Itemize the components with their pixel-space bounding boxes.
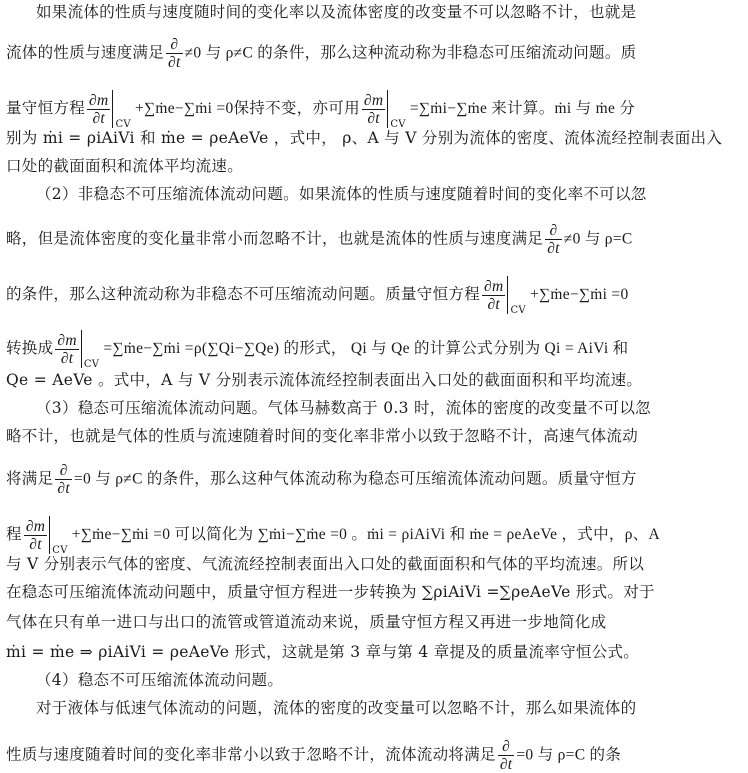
- text-line: [36, 184, 647, 204]
- evaluation-bar: [49, 516, 50, 554]
- line-text: 别为 ṁi = ρiAiVi 和 ṁe = ρeAeVe ，式中， ρ、A 与 V 分别为流体的密度、流体流经控制表面出入: [6, 129, 723, 147]
- line-text: Qe = AeVe 。式中，A 与 V 分别表示流体流经控制表面出入口处的截面面积和平均流速。: [6, 371, 643, 389]
- evaluation-bar: [387, 90, 388, 128]
- text-line: [6, 582, 655, 602]
- line-text: =0 与 ρ≠C 的条件，那么这种气体流动称为稳态可压缩流体流动问题。质量守恒方: [73, 470, 637, 488]
- line-text: （2）非稳态不可压缩流体流动问题。如果流体的性质与速度随着时间的变化率不可以忽: [36, 185, 647, 203]
- text-line: [6, 516, 661, 556]
- line-text: 口处的截面面积和流体平均流速。: [6, 157, 244, 175]
- cv-subscript: CV: [83, 359, 100, 370]
- line-text: 将满足: [6, 469, 54, 488]
- text-line: [6, 330, 629, 370]
- line-text: +∑ṁe−∑ṁi =0 可以简化为 ∑ṁi−∑ṁe =0 。ṁi = ρiAiVi 和 ṁe = ρeAeVe ，式中，ρ、A: [71, 526, 661, 543]
- line-text: =0 与 ρ=C 的条: [516, 746, 622, 764]
- line-text: 在稳态可压缩流体流动问题中，质量守恒方程进一步转换为 ∑ρiAiVi =∑ρeAeVe 形式。对于: [6, 583, 655, 601]
- partial-derivative-fraction: $\frac{\partial}{\partial t}$: [547, 222, 560, 257]
- line-text: 对于液体与低速气体流动的问题，流体的密度的改变量可以忽略不计，那么如果流体的: [36, 699, 637, 717]
- text-line: [6, 156, 243, 176]
- line-text: 程: [6, 525, 22, 543]
- text-line: [6, 642, 639, 662]
- line-text: （4）稳态不可压缩流体流动问题。: [36, 671, 284, 689]
- line-text: 性质与速度随着时间的变化率非常小以致于忽略不计，流体流动将满足: [6, 745, 496, 764]
- text-line: [6, 370, 642, 390]
- line-text: 量守恒方程: [6, 99, 86, 117]
- line-text: 略，但是流体密度的变化量非常小而忽略不计，也就是流体的性质与速度满足: [6, 229, 544, 248]
- partial-derivative-fraction: $\frac{\partial}{\partial t}$: [499, 738, 513, 773]
- partial-derivative-fraction: $\frac{\partial}{\partial t}$: [168, 36, 181, 71]
- line-text: ≠0 与 ρ=C: [563, 230, 633, 248]
- evaluation-bar: [112, 90, 113, 128]
- line-text: ṁi = ṁe ⇒ ρiAiVi = ρeAeVe 形式，这就是第 3 章与第 4 章提及的质量流率守恒公式。: [6, 643, 640, 661]
- text-line: [6, 128, 722, 148]
- partial-derivative-fraction: $\frac{\partial}{\partial t}$: [57, 462, 70, 497]
- evaluation-bar: [81, 330, 82, 368]
- text-line: [6, 612, 606, 632]
- text-line: [6, 462, 637, 497]
- mass-derivative-fraction: $\frac{\partial m}{\partial t}$: [57, 331, 77, 367]
- text-line: [36, 2, 636, 22]
- line-text: 的条件，那么这种流动称为非稳态不可压缩流动问题。质量守恒方程: [6, 285, 481, 303]
- line-text: 流体的性质与速度满足: [6, 43, 165, 62]
- line-text: 转换成: [6, 339, 54, 357]
- text-line: [6, 276, 629, 316]
- cv-subscript: CV: [115, 119, 131, 130]
- line-text: =∑ṁe−∑ṁi =ρ(∑Qi−∑Qe) 的形式， Qi 与 Qe 的计算公式分别为 Qi = AiVi 和: [103, 340, 629, 357]
- text-line: [6, 36, 637, 71]
- text-line: [36, 670, 283, 690]
- text-line: [6, 426, 638, 446]
- text-line: [6, 554, 644, 574]
- cv-subscript: CV: [510, 305, 526, 316]
- text-line: [36, 698, 636, 718]
- mass-derivative-fraction: $\frac{\partial m}{\partial t}$: [25, 517, 46, 553]
- line-text: +∑ṁe−∑ṁi =0保持不变，亦可用: [134, 100, 360, 117]
- line-text: =∑ṁi−∑ṁe 来计算。ṁi 与 ṁe 分: [409, 100, 636, 117]
- line-text: 略不计，也就是气体的性质与流速随着时间的变化率非常小以致于忽略不计，高速气体流动: [6, 427, 639, 445]
- line-text: 如果流体的性质与速度随时间的变化率以及流体密度的改变量不可以忽略不计，也就是: [36, 3, 637, 21]
- text-line: [6, 738, 622, 773]
- line-text: 与 V 分别表示气体的密度、气流流经控制表面出入口处的截面面积和气体的平均流速。所以: [6, 555, 645, 573]
- line-text: 气体在只有单一进口与出口的流管或管道流动来说，质量守恒方程又再进一步地简化成: [6, 613, 607, 631]
- line-text: ≠0 与 ρ≠C 的条件，那么这种流动称为非稳态可压缩流动问题。质: [184, 44, 637, 62]
- text-line: [36, 398, 651, 418]
- text-line: [6, 222, 633, 257]
- evaluation-bar: [507, 276, 508, 314]
- mass-derivative-fraction: $\frac{\partial m}{\partial t}$: [89, 91, 109, 127]
- text-line: [6, 90, 636, 130]
- line-text: （3）稳态可压缩流体流动问题。气体马赫数高于 0.3 时，流体的密度的改变量不可以忽: [36, 399, 651, 417]
- mass-derivative-fraction: $\frac{\partial m}{\partial t}$: [363, 91, 384, 127]
- line-text: +∑ṁe−∑ṁi =0: [529, 286, 629, 303]
- mass-derivative-fraction: $\frac{\partial m}{\partial t}$: [484, 277, 504, 313]
- cv-subscript: CV: [52, 545, 68, 556]
- cv-subscript: CV: [390, 119, 406, 130]
